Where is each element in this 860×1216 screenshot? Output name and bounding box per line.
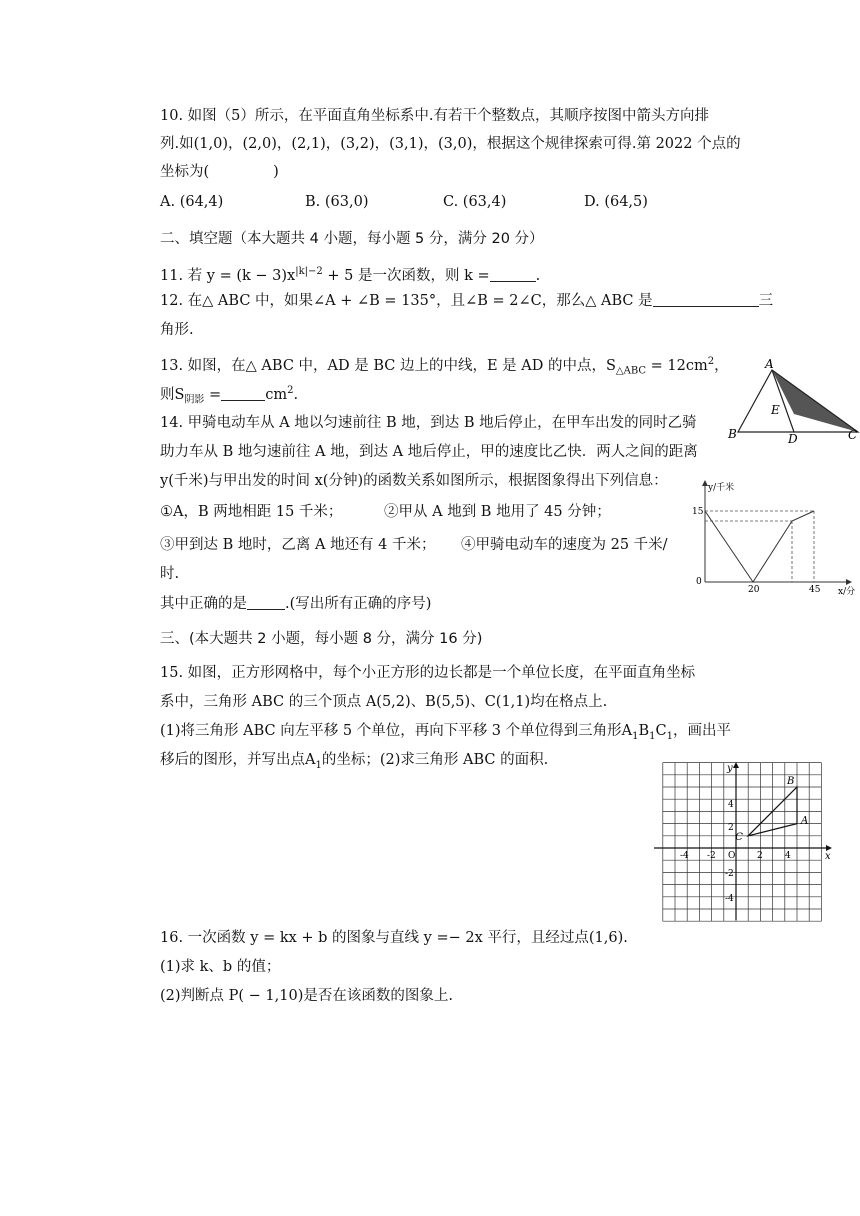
q10-line2: 列.如(1,0)，(2,0)，(2,1)，(3,2)，(3,1)，(3,0)，根据这个规律探索可得.第 2022 个点的	[160, 136, 741, 152]
q15-sub-c1: 1	[666, 730, 673, 742]
q10-line1: 10. 如图（5）所示，在平面直角坐标系中.有若干个整数点，其顺序按图中箭头方向排	[160, 108, 710, 124]
grid-ylabel: y	[727, 763, 733, 774]
graph-xtick-20: 20	[748, 585, 760, 595]
q13-mid2: =	[204, 386, 222, 403]
q11-blank[interactable]	[490, 267, 536, 282]
q14-item2: ②甲从 A 地到 B 地用了 45 分钟；	[384, 504, 611, 520]
q14-item4: ④甲骑电动车的速度为 25 千米/	[461, 537, 668, 553]
q10-line3-pre: 坐标为(	[160, 164, 210, 180]
grid-ytick-2: 2	[728, 823, 734, 833]
q11-pre: 11. 若 y = (k − 3)x	[160, 267, 296, 284]
q14-item3: ③甲到达 B 地时，乙离 A 地还有 4 千米；	[160, 537, 436, 553]
distance-time-graph	[690, 476, 860, 600]
grid-xtick-2: 2	[757, 851, 763, 861]
q13-end1: ，	[714, 357, 729, 374]
q13-sup2: 2	[287, 385, 294, 396]
q12-pre: 12. 在△ ABC 中，如果∠A + ∠B = 135°，且∠B = 2∠C，那么△ ABC 是	[160, 293, 653, 309]
q10-option-a: A. (64,4)	[160, 194, 224, 210]
q15-sub-a1-b: 1	[315, 759, 322, 771]
graph-origin: 0	[696, 577, 702, 587]
q15-line4	[160, 750, 548, 776]
graph-line	[705, 511, 814, 582]
grid-xtick-neg2: -2	[707, 851, 716, 861]
q15-line3	[160, 721, 731, 747]
q10-option-c: C. (63,4)	[443, 194, 507, 210]
q13-text: 13. 如图，在△ ABC 中，AD 是 BC 边上的中线，E 是 AD 的中点，S	[160, 357, 616, 374]
grid-xtick-4: 4	[785, 851, 791, 861]
section3-heading: 三、(本大题共 2 小题，每小题 8 分，满分 16 分)	[160, 631, 483, 647]
label-b: B	[728, 427, 737, 441]
q15-line4-pre: 移后的图形，并写出点A	[160, 752, 316, 768]
q15-line2: 系中，三角形 ABC 的三个顶点 A(5,2)、B(5,5)、C(1,1)均在格点上.	[160, 694, 608, 710]
q13-line2	[160, 381, 298, 411]
grid-point-b-label: B	[787, 776, 795, 787]
q13-sub-abc: △ABC	[615, 365, 647, 377]
q16-line2: (1)求 k、b 的值；	[160, 959, 281, 975]
q12-line1	[160, 291, 773, 311]
graph-x-arrow	[846, 579, 852, 585]
q13-pre2: 则S	[160, 386, 185, 403]
q13-sup1: 2	[707, 356, 715, 367]
graph-xlabel: x/分	[838, 587, 856, 597]
graph-xtick-45: 45	[809, 585, 821, 595]
q13-blank[interactable]	[221, 386, 265, 401]
q11-post: .	[535, 267, 541, 284]
q15-letter-b: B	[638, 723, 650, 739]
q14-answer-pre: 其中正确的是	[160, 596, 247, 612]
q15-letter-c: C	[655, 723, 667, 739]
q12-post: 三	[758, 293, 774, 309]
grid-ytick-neg2: -2	[725, 869, 734, 879]
q13-unit: cm	[265, 386, 288, 403]
q14-line3: y(千米)与甲出发的时间 x(分钟)的函数关系如图所示，根据图象得出下列信息：	[160, 473, 668, 489]
q16-line3: (2)判断点 P( − 1,10)是否在该函数的图象上.	[160, 988, 453, 1004]
q14-blank[interactable]	[247, 595, 285, 610]
grid-xtick-neg4: -4	[680, 851, 689, 861]
q15-sub-b1: 1	[649, 730, 656, 742]
q11-exponent: |k|−2	[295, 266, 323, 277]
q10-option-b: B. (63,0)	[305, 194, 369, 210]
q15-line3-post: ，画出平	[673, 723, 731, 739]
q10-line3-post: )	[273, 164, 279, 180]
q15-line3-pre: (1)将三角形 ABC 向左平移 5 个单位，再向下平移 3 个单位得到三角形A	[160, 723, 633, 739]
q15-sub-a1: 1	[632, 730, 639, 742]
triangle-figure	[722, 356, 860, 446]
graph-ylabel: y/千米	[708, 483, 735, 493]
grid-point-c-label: C	[735, 831, 743, 843]
q15-line1: 15. 如图，正方形网格中，每个小正方形的边长都是一个单位长度，在平面直角坐标	[160, 665, 696, 681]
q14-answer-post: .(写出所有正确的序号)	[285, 596, 432, 612]
q14-line1: 14. 甲骑电动车从 A 地以匀速前往 B 地，到达 B 地后停止，在甲车出发的同时乙骑	[160, 415, 697, 431]
graph-ytick-15: 15	[692, 507, 704, 517]
label-c: C	[848, 428, 858, 442]
q14-item1: ①A，B 两地相距 15 千米；	[160, 504, 343, 520]
q13-eq: = 12cm	[646, 357, 708, 374]
grid-point-a-label: A	[801, 815, 809, 827]
q13-line1	[160, 352, 729, 382]
q11-line	[160, 262, 540, 286]
q14-item4-cont: 时.	[160, 566, 180, 582]
grid-origin: O	[728, 851, 736, 861]
q14-answer-line	[160, 594, 431, 614]
label-d: D	[788, 432, 798, 446]
section2-heading: 二、填空题（本大题共 4 小题，每小题 5 分，满分 20 分）	[160, 231, 544, 247]
q11-mid: + 5 是一次函数，则 k =	[322, 267, 490, 284]
grid-ytick-4: 4	[728, 800, 734, 810]
q15-line4-post: 的坐标；(2)求三角形 ABC 的面积.	[321, 752, 549, 768]
q12-line2: 角形.	[160, 322, 194, 338]
q12-blank[interactable]	[653, 292, 759, 307]
q16-line1: 16. 一次函数 y = kx + b 的图象与直线 y =− 2x 平行，且经过点(1,6).	[160, 930, 628, 946]
q13-end2: .	[293, 386, 299, 403]
label-e: E	[771, 403, 780, 417]
coordinate-grid	[650, 760, 840, 922]
q10-option-d: D. (64,5)	[584, 194, 648, 210]
q14-line2: 助力车从 B 地匀速前往 A 地，到达 A 地后停止，甲的速度比乙快．两人之间的距离	[160, 444, 698, 460]
label-a: A	[765, 357, 774, 371]
q13-sub-shaded: 阴影	[184, 394, 205, 406]
grid-xlabel: x	[825, 851, 831, 862]
q10-line3	[160, 162, 279, 182]
grid-ytick-neg4: -4	[725, 894, 734, 904]
